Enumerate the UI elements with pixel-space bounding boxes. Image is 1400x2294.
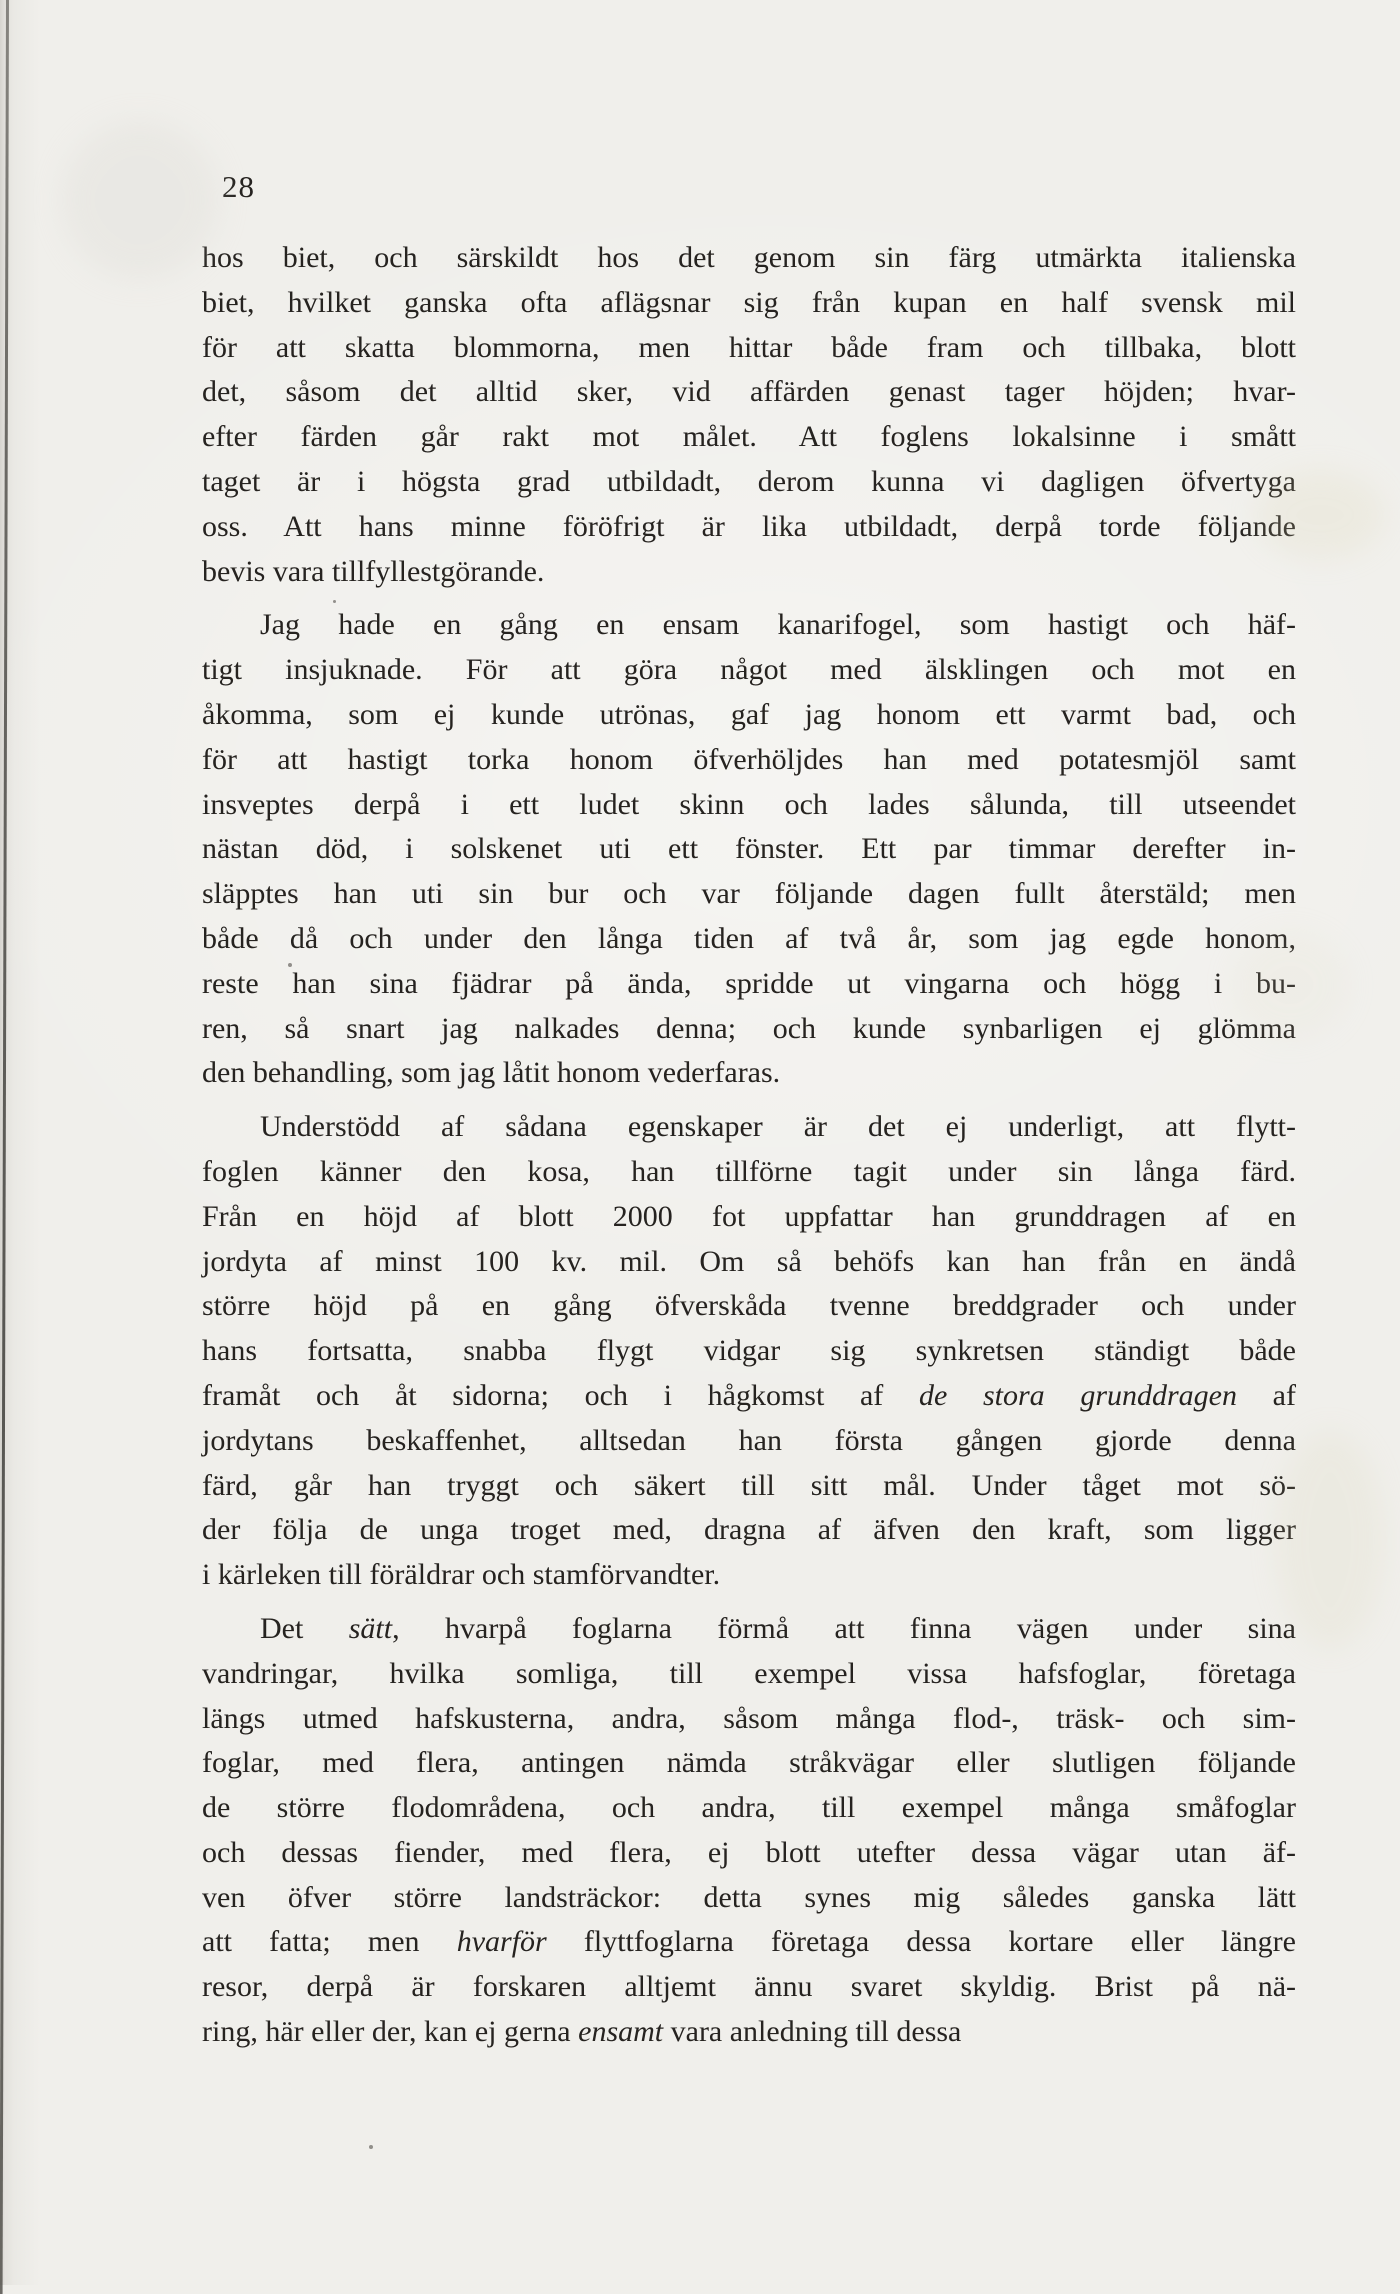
text-line [202, 783, 1296, 828]
text-line [202, 1607, 1296, 1652]
text-segment: det, såsom det alltid sker, vid affärden genast tager höjden; hvar- [202, 375, 1296, 409]
text-segment: att fatta; men [202, 1925, 457, 1959]
text-segment: och dessas fiender, med flera, ej blott utefter dessa vägar utan äf- [202, 1835, 1296, 1869]
text-line [202, 603, 1296, 648]
text-segment: tigt insjuknade. För att göra något med älsklingen och mot en [202, 653, 1296, 687]
text-segment: af [1237, 1378, 1296, 1412]
text-segment: Jag hade en gång en ensam kanarifogel, som hastigt och häf- [260, 608, 1296, 642]
text-line [202, 281, 1296, 326]
text-line [202, 1105, 1296, 1150]
text-segment: framåt och åt sidorna; och i hågkomst af [202, 1378, 919, 1412]
text-segment: jordyta af minst 100 kv. mil. Om så behöfs kan han från en ändå [202, 1244, 1296, 1278]
text-line [202, 1876, 1296, 1921]
text-line [202, 738, 1296, 783]
italic-text-segment: de stora grunddragen [918, 1378, 1237, 1412]
text-segment: efter färden går rakt mot målet. Att foglens lokalsinne i smått [202, 420, 1296, 454]
text-line [202, 326, 1296, 371]
text-line [202, 917, 1296, 962]
text-line [202, 1150, 1296, 1195]
text-segment: färd, går han tryggt och säkert till sitt mål. Under tåget mot sö- [202, 1468, 1296, 1502]
text-line [202, 1831, 1296, 1876]
text-line [202, 1786, 1296, 1831]
text-line [202, 370, 1296, 415]
body-text [202, 236, 1296, 2055]
scan-smudge [60, 120, 220, 280]
text-segment: hans fortsatta, snabba flygt vidgar sig synkretsen ständigt både [202, 1334, 1296, 1368]
text-line [202, 1374, 1296, 1419]
text-segment: den behandling, som jag låtit honom vederfaras. [202, 1056, 781, 1090]
text-segment: taget är i högsta grad utbildadt, derom kunna vi dagligen öfvertyga [202, 464, 1296, 498]
text-line [202, 1007, 1296, 1052]
text-line [202, 693, 1296, 738]
text-line [202, 1697, 1296, 1742]
text-line [202, 1464, 1296, 1509]
text-segment: jordytans beskaffenhet, alltsedan han första gången gjorde denna [202, 1423, 1296, 1457]
text-segment: oss. Att hans minne föröfrigt är lika utbildadt, derpå torde följande [202, 509, 1296, 543]
text-segment: de större flodområdena, och andra, till exempel många småfoglar [202, 1791, 1296, 1825]
italic-text-segment: ensamt [578, 2015, 664, 2049]
text-line [202, 1920, 1296, 1965]
text-line [202, 1284, 1296, 1329]
text-line [202, 872, 1296, 917]
text-segment: flyttfoglarna företaga dessa kortare eller längre [546, 1925, 1296, 1959]
text-segment: Understödd af sådana egenskaper är det ej underligt, att flytt- [260, 1110, 1296, 1144]
text-line [202, 415, 1296, 460]
text-segment: åkomma, som ej kunde utrönas, gaf jag honom ett varmt bad, och [202, 697, 1296, 731]
text-segment: vara anledning till dessa [663, 2015, 962, 2049]
text-line [202, 505, 1296, 550]
text-segment: reste han sina fjädrar på ända, spridde ut vingarna och högg i bu- [202, 966, 1296, 1000]
text-line [202, 1419, 1296, 1464]
text-segment: vandringar, hvilka somliga, till exempel vissa hafsfoglar, företaga [202, 1656, 1296, 1690]
text-segment: foglar, med flera, antingen nämda stråkvägar eller slutligen följande [202, 1746, 1296, 1780]
page-number: 28 [222, 169, 255, 204]
text-line [202, 460, 1296, 505]
italic-text-segment: sätt [348, 1611, 393, 1645]
text-segment: större höjd på en gång öfverskåda tvenne breddgrader och under [202, 1289, 1296, 1323]
text-line [202, 1652, 1296, 1697]
text-line [202, 1240, 1296, 1285]
text-segment: Det [260, 1611, 349, 1645]
paragraph [202, 236, 1296, 594]
text-segment: ring, här eller der, kan ej gerna [202, 2015, 579, 2049]
text-line [202, 648, 1296, 693]
text-segment: , hvarpå foglarna förmå att finna vägen under sina [392, 1611, 1296, 1645]
text-segment: der följa de unga troget med, dragna af äfven den kraft, som ligger [202, 1513, 1296, 1547]
text-line [202, 962, 1296, 1007]
text-line [202, 1195, 1296, 1240]
text-segment: i kärleken till föräldrar och stamförvandter. [202, 1558, 721, 1592]
text-segment: längs utmed hafskusterna, andra, såsom många flod-, träsk- och sim- [202, 1701, 1296, 1735]
text-segment: för att hastigt torka honom öfverhöljdes han med potatesmjöl samt [202, 742, 1296, 776]
text-segment: ren, så snart jag nalkades denna; och kunde synbarligen ej glömma [202, 1011, 1296, 1045]
text-line [202, 1329, 1296, 1374]
text-line [202, 1508, 1296, 1553]
text-segment: hos biet, och särskildt hos det genom sin färg utmärkta italienska [202, 241, 1296, 274]
italic-text-segment: hvarför [456, 1925, 547, 1959]
text-segment: nästan död, i solskenet uti ett fönster. Ett par timmar derefter in- [202, 832, 1296, 866]
text-segment: för att skatta blommorna, men hittar både fram och tillbaka, blott [202, 330, 1296, 364]
ink-speck [369, 2145, 373, 2149]
text-line [202, 1051, 1296, 1096]
text-line [202, 827, 1296, 872]
text-segment: biet, hvilket ganska ofta aflägsnar sig från kupan en half svensk mil [202, 285, 1296, 319]
text-segment: resor, derpå är forskaren alltjemt ännu svaret skyldig. Brist på nä- [202, 1970, 1296, 2004]
text-segment: foglen känner den kosa, han tillförne tagit under sin långa färd. [202, 1154, 1296, 1188]
paragraph [202, 603, 1296, 1096]
text-segment: bevis vara tillfyllestgörande. [202, 554, 545, 588]
text-line [202, 550, 1296, 595]
text-line [202, 1965, 1296, 2010]
text-line [202, 236, 1296, 281]
paragraph [202, 1105, 1296, 1598]
text-segment: både då och under den långa tiden af två år, som jag egde honom, [202, 921, 1296, 955]
text-line [202, 2010, 1296, 2055]
text-segment: ven öfver större landsträckor: detta synes mig således ganska lätt [202, 1880, 1296, 1914]
paragraph [202, 1607, 1296, 2055]
text-segment: insveptes derpå i ett ludet skinn och lades sålunda, till utseendet [202, 787, 1296, 821]
text-segment: släpptes han uti sin bur och var följande dagen fullt återstäld; men [202, 877, 1296, 911]
text-line [202, 1553, 1296, 1598]
text-line [202, 1741, 1296, 1786]
text-segment: Från en höjd af blott 2000 fot uppfattar han grunddragen af en [202, 1199, 1296, 1233]
